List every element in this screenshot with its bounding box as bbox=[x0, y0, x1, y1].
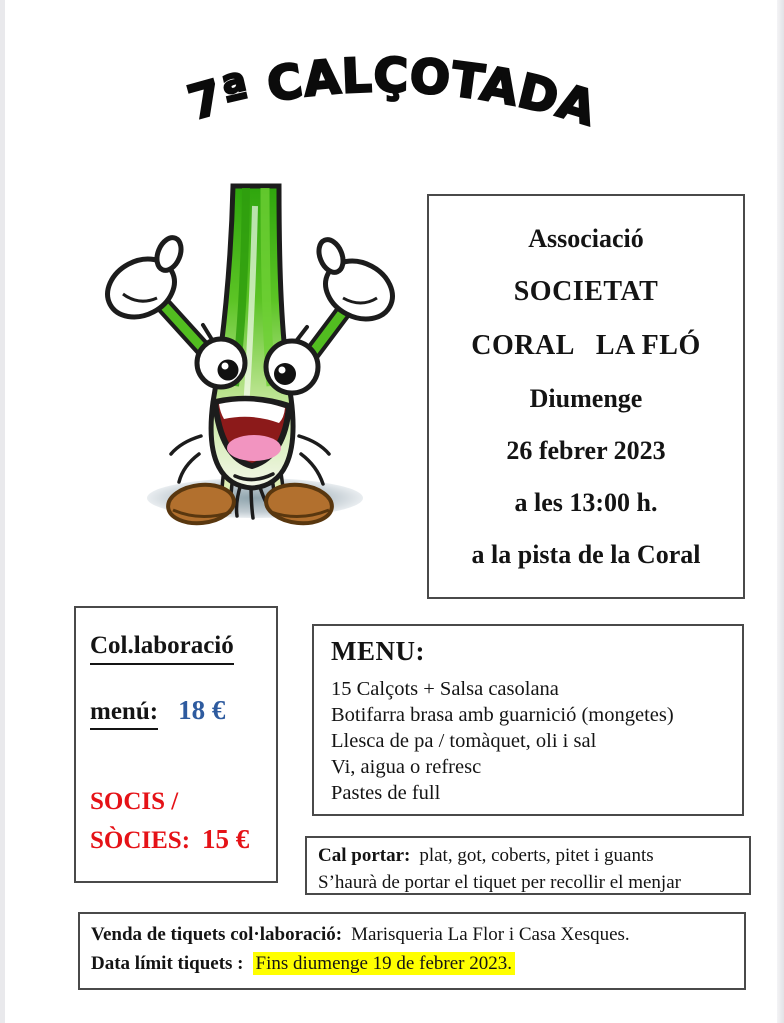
menu-box bbox=[312, 624, 744, 816]
ticket-sale-label: Venda de tiquets col·laboració: bbox=[91, 924, 343, 945]
bring-label: Cal portar: bbox=[318, 845, 411, 866]
bring-items: plat, got, coberts, pitet i guants bbox=[419, 845, 654, 866]
menu-item: Pastes de full bbox=[331, 782, 441, 805]
menu-item: Vi, aigua o refresc bbox=[331, 756, 482, 779]
menu-heading: MENU: bbox=[331, 636, 425, 666]
right-glove bbox=[314, 236, 402, 330]
title-banner bbox=[182, 34, 602, 138]
ticket-deadline-line bbox=[91, 950, 738, 979]
price-box bbox=[74, 606, 278, 883]
photo-edge-left bbox=[0, 0, 5, 1023]
members-label-line1: SOCIS / bbox=[90, 788, 179, 815]
svg-text:7ª CALÇOTADA bbox=[182, 48, 602, 137]
bring-note: S’haurà de portar el tiquet per recollir el menjar bbox=[318, 871, 681, 893]
society-name-line1: SOCIETAT bbox=[513, 275, 659, 307]
menu-item: 15 Calçots + Salsa casolana bbox=[331, 678, 559, 700]
association-label: Associació bbox=[528, 223, 644, 253]
members-price-block bbox=[90, 784, 266, 858]
members-price-value: 15 € bbox=[202, 823, 250, 854]
menu-list bbox=[331, 676, 734, 806]
collaboration-heading: Col.laboració bbox=[90, 632, 234, 665]
ticket-sale-value: Marisqueria La Flor i Casa Xesques. bbox=[351, 924, 630, 945]
ticket-sale-line bbox=[91, 921, 738, 950]
society-name-line2: CORAL LA FLÓ bbox=[471, 329, 701, 361]
page-title: 7ª CALÇOTADA bbox=[182, 48, 602, 138]
event-weekday: Diumenge bbox=[529, 383, 643, 413]
bring-box bbox=[305, 836, 751, 895]
event-time: a les 13:00 h. bbox=[514, 487, 658, 517]
photo-edge-right bbox=[777, 0, 784, 1023]
association-info-box bbox=[427, 194, 745, 599]
menu-item: Llesca de pa / tomàquet, oli i sal bbox=[331, 730, 597, 753]
calcot-mascot-illustration bbox=[83, 146, 417, 536]
menu-item: Botifarra brasa amb guarnició (mongetes) bbox=[331, 704, 674, 727]
event-location: a la pista de la Coral bbox=[471, 539, 701, 569]
menu-price-value: 18 € bbox=[178, 695, 226, 725]
ticket-deadline-value: Fins diumenge 19 de febrer 2023. bbox=[253, 952, 515, 975]
menu-price-label: menú: bbox=[90, 698, 158, 730]
tickets-box bbox=[78, 912, 746, 990]
members-label-line2: SÒCIES: bbox=[90, 826, 191, 854]
bring-line bbox=[318, 843, 743, 870]
title-arc-svg bbox=[182, 34, 602, 138]
event-date: 26 febrer 2023 bbox=[506, 435, 666, 465]
ticket-deadline-label: Data límit tiquets : bbox=[91, 952, 244, 974]
